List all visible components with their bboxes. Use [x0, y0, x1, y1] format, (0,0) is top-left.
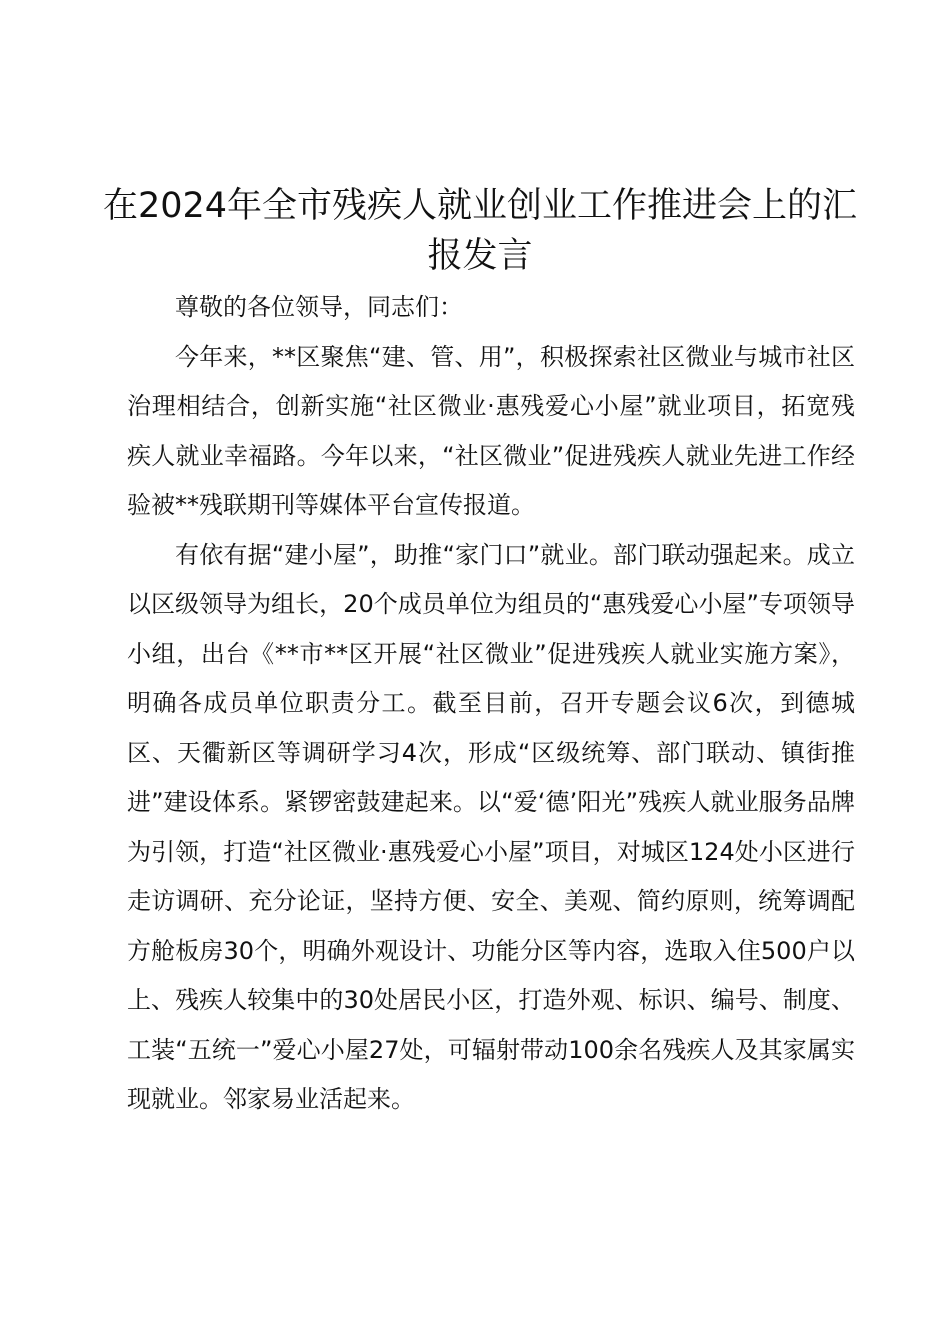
paragraph-intro: 今年来，**区聚焦“建、管、用”，积极探索社区微业与城市社区治理相结合，创新实施“社区微业·惠残爱心小屋”就业项目，拓宽残疾人就业幸福路。今年以来，“社区微业”促进残疾人就业先进工作经验被**残联期刊等媒体平台宣传报道。	[127, 342, 855, 519]
document-title: 在2024年全市残疾人就业创业工作推进会上的汇报发言	[102, 186, 858, 277]
salutation: 尊敬的各位领导，同志们：	[175, 293, 463, 321]
document-body	[127, 283, 855, 1125]
paragraph-build-houses: 有依有据“建小屋”，助推“家门口”就业。部门联动强起来。成立以区级领导为组长，20个成员单位为组员的“惠残爱心小屋”专项领导小组，出台《**市**区开展“社区微业”促进残疾人就业实施方案》，明确各成员单位职责分工。截至目前，召开专题会议6次，到德城区、天衢新区等调研学习4次，形成“区级统筹、部门联动、镇街推进”建设体系。紧锣密鼓建起来。以“爱‘德’阳光”残疾人就业服务品牌为引领，打造“社区微业·惠残爱心小屋”项目，对城区124处小区进行走访调研、充分论证，坚持方便、安全、美观、简约原则，统筹调配方舱板房30个，明确外观设计、功能分区等内容，选取入住500户以上、残疾人较集中的30处居民小区，打造外观、标识、编号、制度、工装“五统一”爱心小屋27处，可辐射带动100余名残疾人及其家属实现就业。邻家易业活起来。	[127, 540, 855, 1113]
